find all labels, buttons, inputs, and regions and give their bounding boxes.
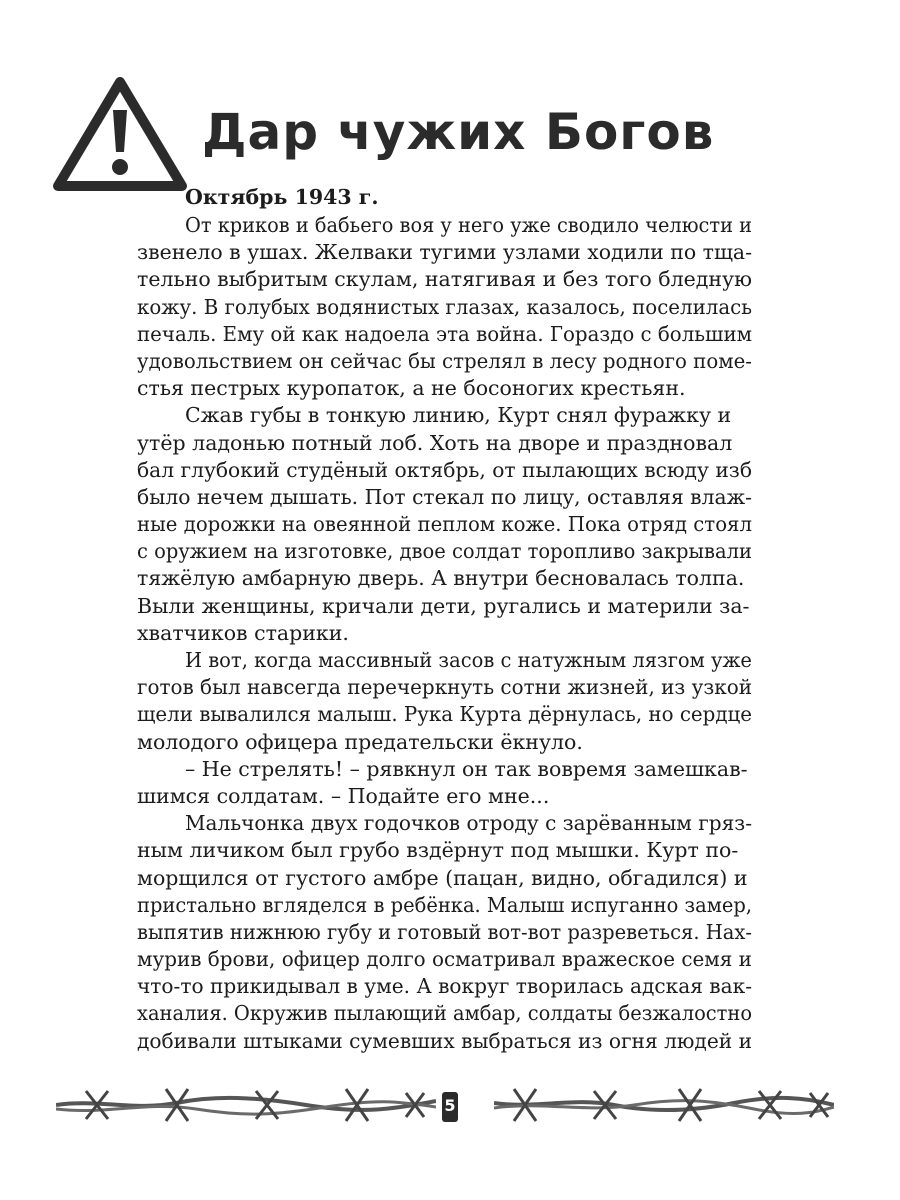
text-line: хватчиков старики.	[137, 620, 349, 645]
text-line: мурив брови, офицер долго осматривал вражеское семя и	[137, 947, 752, 972]
text-line: Мальчонка двух годочков отроду с зарёванным гряз-	[185, 811, 753, 836]
warning-triangle-icon	[52, 76, 188, 192]
text-line: ным личиком был грубо вздёрнут под мышки. Курт по-	[137, 838, 739, 863]
text-line: тельно выбритым скулам, натягивая и без того бледную	[137, 267, 752, 292]
text-line: что-то прикидывал в уме. А вокруг творилась адская вак-	[137, 974, 753, 999]
barbed-wire-left-icon	[56, 1075, 436, 1131]
text-line: Сжав губы в тонкую линию, Курт снял фуражку и	[185, 403, 732, 428]
text-line: пристально вгляделся в ребёнка. Малыш испуганно замер,	[137, 892, 753, 917]
text-line: ханалия. Окружив пылающий амбар, солдаты безжалостно	[137, 1001, 753, 1026]
text-line: И вот, когда массивный засов с натужным лязгом уже	[185, 648, 752, 672]
text-line: было нечем дышать. Пот стекал по лицу, оставляя влаж-	[137, 484, 753, 509]
text-line: звенело в ушах. Желваки тугими узлами ходили по тща-	[137, 240, 753, 265]
body-text	[137, 182, 752, 1055]
text-line: удовольствием он сейчас бы стрелял в лесу родного поме-	[137, 348, 752, 373]
text-line: готов был навсегда перечеркнуть сотни жизней, из узкой	[137, 675, 753, 700]
text-line: выпятив нижнюю губу и готовый вот-вот разреветься. Нах-	[137, 919, 753, 944]
text-line: – Не стрелять! – рявкнул он так вовремя замешкав-	[185, 756, 748, 781]
chapter-title: Дар чужих Богов	[202, 103, 715, 161]
text-line: молодого офицера предательски ёкнуло.	[137, 729, 583, 754]
text-line: стья пестрых куропаток, а не босоногих крестьян.	[137, 376, 686, 401]
text-line: морщился от густого амбре (пацан, видно, обгадился) и	[137, 865, 748, 890]
text-line: печаль. Ему ой как надоела эта война. Гораздо с большим	[137, 321, 753, 346]
text-line: кожу. В голубых водянистых глазах, казалось, поселилась	[137, 294, 752, 319]
text-line: шимся солдатам. – Подайте его мне...	[137, 783, 550, 808]
text-line: ные дорожки на овеянной пеплом коже. Пока отряд стоял	[137, 512, 752, 537]
text-line: с оружием на изготовке, двое солдат торопливо закрывали	[137, 539, 752, 564]
text-line: От криков и бабьего воя у него уже сводило челюсти и	[185, 213, 752, 237]
text-line: добивали штыками сумевших выбраться из огня людей и	[137, 1028, 753, 1053]
text-line: Выли женщины, кричали дети, ругались и материли за-	[137, 593, 750, 618]
text-line: бал глубокий студёный октябрь, от пылающих всюду изб	[137, 457, 753, 482]
text-line: щели вывалился малыш. Рука Курта дёрнулась, но сердце	[137, 702, 753, 727]
page-number: 5	[444, 1096, 456, 1115]
text-line: тяжёлую амбарную дверь. А внутри бесновалась толпа.	[137, 566, 745, 591]
barbed-wire-right-icon	[494, 1075, 834, 1131]
text-line: утёр ладонью потный лоб. Хоть на дворе и праздновал	[137, 430, 733, 455]
chapter-date: Октябрь 1943 г.	[185, 185, 379, 209]
